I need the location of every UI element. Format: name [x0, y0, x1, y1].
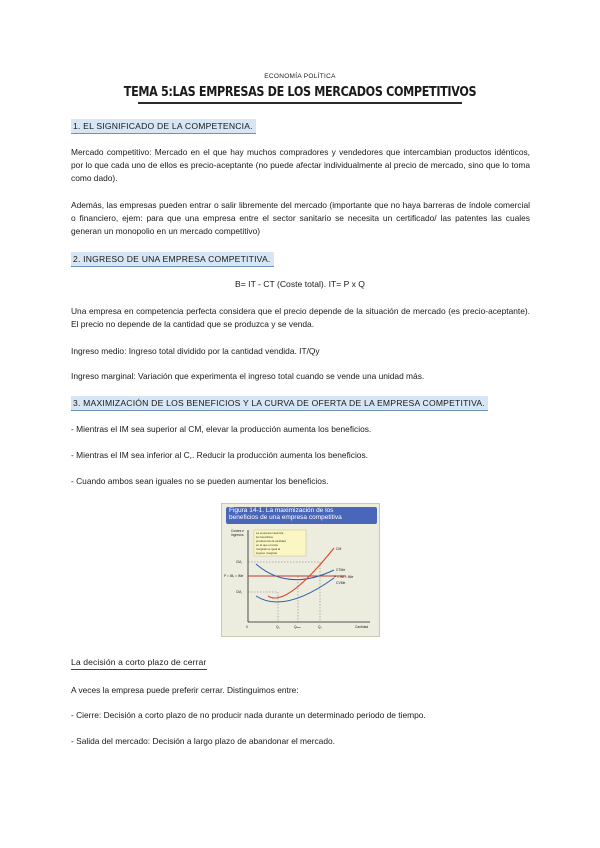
subject-label: ECONOMÍA POLÍTICA — [264, 73, 336, 80]
paragraph-mercado-competitivo: Mercado competitivo: Mercado en el que hay muchos compradores y vendedores que intercambian productos idénticos, por lo que cada uno de ellos es precio-aceptante (no puede afectar individualmente al precio de mercado, sino que lo toma como dado). — [71, 147, 530, 183]
ctme-curve — [256, 564, 334, 580]
note-line-4: en la que el coste — [256, 543, 278, 547]
figure-title-line-1: Figura 14-1. La maximización de los — [229, 507, 334, 514]
figure-plot — [222, 504, 379, 636]
y-tick-cm2: CM₂ — [236, 560, 243, 564]
label-cvme: CVMe — [336, 581, 346, 585]
page-title: TEMA 5:LAS EMPRESAS DE LOS MERCADOS COMPETITIVOS — [123, 85, 477, 100]
paragraph-salida: - Salida del mercado: Decisión a largo plazo de abandonar el mercado. — [71, 736, 335, 746]
note-line-3: produciendo la cantidad — [256, 539, 286, 543]
label-ctme: CTMe — [336, 568, 346, 572]
bullet-im-superior: - Mientras el IM sea superior al CM, elevar la producción aumenta los beneficios. — [71, 424, 372, 434]
figure-title-line-2: beneficios de una empresa competitiva — [229, 514, 342, 521]
paragraph-ingreso-marginal: Ingreso marginal: Variación que experimenta el ingreso total cuando se vende una unidad más. — [71, 371, 425, 381]
subheading-cierre: La decisión a corto plazo de cerrar — [71, 656, 207, 670]
label-price: P = IM = IMe — [334, 575, 354, 579]
figure-maximizacion-beneficios — [221, 503, 380, 637]
section-heading-competencia: 1. EL SIGNIFICADO DE LA COMPETENCIA. — [71, 119, 256, 134]
label-cm: CM — [336, 547, 342, 551]
note-line-5: marginal es igual al — [256, 547, 281, 551]
section-heading-maximizacion: 3. MAXIMIZACIÓN DE LOS BENEFICIOS Y LA CURVA DE OFERTA DE LA EMPRESA COMPETITIVA. — [71, 396, 488, 411]
formula-beneficio: B= IT - CT (Coste total). IT= P x Q — [235, 279, 365, 289]
section-heading-ingreso: 2. INGRESO DE UNA EMPRESA COMPETITIVA. — [71, 252, 274, 267]
x-axis-label: Cantidad — [355, 625, 369, 629]
paragraph-ingreso-medio: Ingreso medio: Ingreso total dividido por la cantidad vendida. IT/Qy — [71, 346, 320, 356]
cvme-curve — [256, 578, 334, 602]
y-axis-label-2: ingresos — [231, 533, 244, 537]
title-underline — [138, 102, 462, 104]
y-axis-label-1: Costes e — [231, 529, 245, 533]
paragraph-libre-entrada: Además, las empresas pueden entrar o salir libremente del mercado (importante que no haya barreras de índole comercial o financiero, ejem: para que una empresa entre el sector sanitario se necesita un certificado/ las patentes las cuales generan un monopolio en un mercado competitivo) — [71, 200, 530, 236]
note-line-2: los beneficios — [256, 535, 273, 539]
x-tick-q1: Q₁ — [276, 625, 280, 629]
y-tick-cm1: CM₁ — [236, 590, 243, 594]
x-tick-q2: Q₂ — [318, 625, 322, 629]
note-line-1: La empresa maximiza — [256, 531, 284, 535]
paragraph-cierre: - Cierre: Decisión a corto plazo de no producir nada durante un determinado periodo de tiempo. — [71, 710, 426, 720]
x-tick-0: 0 — [246, 625, 248, 629]
bullet-im-inferior: - Mientras el IM sea inferior al C,. Reducir la producción aumenta los beneficios. — [71, 450, 368, 460]
bullet-iguales: - Cuando ambos sean iguales no se pueden aumentar los beneficios. — [71, 476, 329, 486]
y-tick-price: P = IM₁ = IMe — [224, 574, 244, 578]
paragraph-precio-aceptante: Una empresa en competencia perfecta considera que el precio depende de la situación de mercado (es precio-aceptante). El precio no depende de la cantidad que se produzca y se venda. — [71, 306, 530, 329]
x-tick-qmax: Qₘₐₓ — [294, 625, 301, 629]
paragraph-cerrar: A veces la empresa puede preferir cerrar. Distinguimos entre: — [71, 685, 299, 695]
note-line-6: ingreso marginal. — [256, 551, 278, 555]
